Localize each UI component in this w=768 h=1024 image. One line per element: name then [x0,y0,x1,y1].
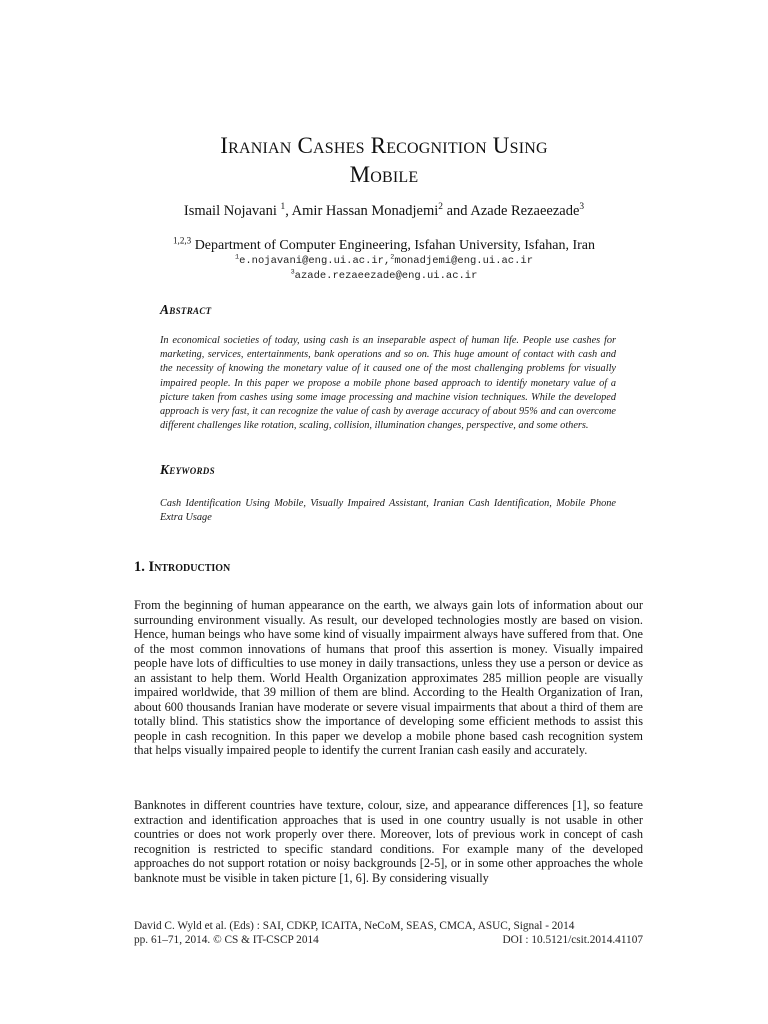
page-footer [134,919,643,947]
title-line-2: Mobile [349,162,419,187]
email-2-marker: 2 [390,253,395,262]
author-list [134,202,634,220]
email-line-2 [134,269,634,284]
email-2[interactable]: monadjemi@eng.ui.ac.ir [394,255,534,267]
affiliation-marker: 1,2,3 [173,235,192,246]
author-1: Ismail Nojavani [183,203,281,219]
author-3: Azade Rezaeezade [470,203,580,219]
author-1-marker: 1 [280,202,286,213]
paper-title [134,131,634,189]
affiliation-text: Department of Computer Engineering, Isfahan University, Isfahan, Iran [191,238,595,253]
email-3[interactable]: azade.rezaeezade@eng.ui.ac.ir [294,270,478,282]
email-1[interactable]: e.nojavani@eng.ui.ac.ir, [239,255,391,267]
author-separator: , [285,203,292,219]
affiliation [134,237,634,255]
footer-row [134,933,643,947]
author-3-marker: 3 [579,202,585,213]
keywords-text: Cash Identification Using Mobile, Visually Impaired Assistant, Iranian Cash Identification, Mobile Phone Extra Usage [160,498,616,524]
author-2: Amir Hassan Monadjemi [291,203,439,219]
author-2-marker: 2 [438,202,443,213]
footer-pages: pp. 61–71, 2014. © CS & IT-CSCP 2014 [134,934,319,946]
introduction-heading: 1. Introduction [134,559,231,575]
email-1-marker: 1 [234,253,240,262]
abstract-heading: Abstract [160,302,212,317]
email-block [134,254,634,284]
footer-doi[interactable]: DOI : 10.5121/csit.2014.41107 [502,934,643,946]
email-line-1 [134,254,634,269]
keywords-heading: Keywords [160,462,215,477]
author-separator: and [442,203,471,219]
footer-citation: David C. Wyld et al. (Eds) : SAI, CDKP, ICAITA, NeCoM, SEAS, CMCA, ASUC, Signal - 2014 [134,920,575,932]
email-3-marker: 3 [290,268,295,277]
intro-paragraph-2: Banknotes in different countries have texture, colour, size, and appearance differences [1], so feature extraction and identification approaches that is used in one country usually is not usable in other countries or does not work properly over there. Moreover, lots of previous work in concept of cash recognition is restricted to specific standard conditions. For example many of the developed approaches do not support rotation or noisy backgrounds [2-5], or in some other approaches the whole banknote must be visible in taken picture [1, 6]. By considering visually [134,798,643,885]
abstract-text: In economical societies of today, using cash is an inseparable aspect of human life. People use cashes for marketing, services, entertainments, bank operations and so on. This huge amount of contact with cash and the necessity of knowing the monetary value of it caused one of the most challenging problems for visually impaired people. In this paper we propose a mobile phone based approach to identify monetary value of a picture taken from cashes using some image processing and machine vision techniques. While the developed approach is very fast, it can recognize the value of cash by average accuracy of about 95% and can overcome different challenges like rotation, scaling, collision, illumination changes, perspective, and some others. [160,335,616,432]
title-line-1: Iranian Cashes Recognition Using [220,133,548,158]
intro-paragraph-1: From the beginning of human appearance on the earth, we always gain lots of information about our surrounding environment visually. As result, our developed technologies mostly are based on vision. Hence, human beings who have some kind of visually impairment always have suffered from that. One of the most common innovations of humans that proof this assertion is money. Visually impaired people have lots of difficulties to use money in daily transactions, unless they use a person or device as an assistant to help them. World Health Organization approximates 285 million people are visually impaired worldwide, that 39 million of them are blind. According to the Health Organization of Iran, about 600 thousands Iranian have moderate or severe visual impairments that about a third of them are totally blind. This statistics show the importance of developing some efficient methods to assist this people in cash recognition. In this paper we develop a mobile phone based cash recognition system that helps visually impaired people to identify the current Iranian cash easily and accurately. [134,598,643,757]
